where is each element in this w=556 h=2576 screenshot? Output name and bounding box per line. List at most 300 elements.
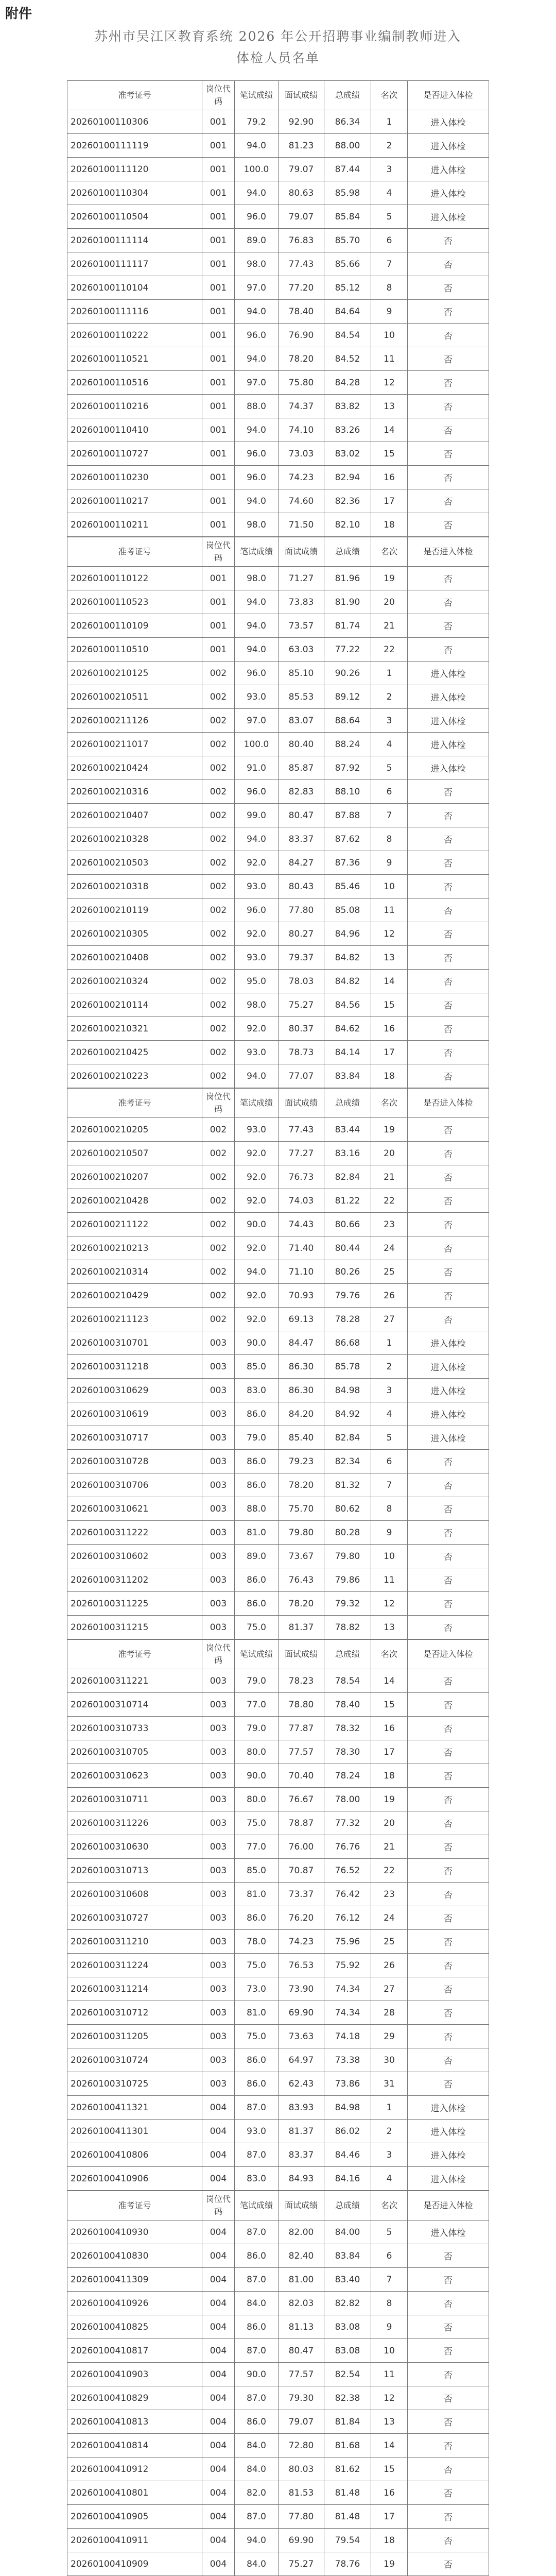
table-cell: 73.37: [279, 1883, 324, 1906]
table-cell: 90.0: [235, 2363, 279, 2386]
column-header: 面试成绩: [279, 2191, 324, 2221]
table-row: [67, 1017, 489, 1041]
table-cell: 否: [408, 2048, 489, 2072]
table-row: [67, 2096, 489, 2120]
table-cell: 否: [408, 1118, 489, 1142]
table-row: [67, 489, 489, 513]
table-cell: 20260100110727: [67, 442, 202, 466]
table-cell: 71.10: [279, 1260, 324, 1284]
table-cell: 20260100410909: [67, 2552, 202, 2576]
table-cell: 96.0: [235, 662, 279, 685]
table-cell: 77.22: [324, 638, 371, 662]
table-cell: 进入体检: [408, 733, 489, 756]
table-cell: 进入体检: [408, 662, 489, 685]
table-row: [67, 1284, 489, 1308]
table-cell: 84.62: [324, 1017, 371, 1041]
table-row: [67, 1497, 489, 1521]
table-row: [67, 1764, 489, 1788]
table-cell: 否: [408, 1308, 489, 1331]
table-row: [67, 1450, 489, 1473]
table-row: [67, 970, 489, 993]
column-header: 面试成绩: [279, 1640, 324, 1669]
column-header: 面试成绩: [279, 81, 324, 110]
table-cell: 20260100411309: [67, 2268, 202, 2292]
table-cell: 96.0: [235, 442, 279, 466]
table-row: [67, 324, 489, 347]
table-cell: 88.00: [324, 134, 371, 158]
table-cell: 002: [202, 662, 235, 685]
table-row: [67, 395, 489, 418]
table-cell: 8: [371, 276, 408, 300]
table-cell: 20260100210305: [67, 922, 202, 946]
table-cell: 10: [371, 2339, 408, 2363]
table-cell: 18: [371, 1764, 408, 1788]
table-cell: 88.0: [235, 1497, 279, 1521]
table-cell: 20260100311226: [67, 1811, 202, 1835]
column-header: 是否进入体检: [408, 1640, 489, 1669]
table-cell: 97.0: [235, 709, 279, 733]
table-cell: 75.70: [279, 1497, 324, 1521]
table-cell: 81.32: [324, 1473, 371, 1497]
table-cell: 77.43: [279, 1118, 324, 1142]
table-row: [67, 1859, 489, 1883]
table-cell: 5: [371, 1426, 408, 1450]
table-row: [67, 2458, 489, 2481]
table-row: [67, 2481, 489, 2505]
document-subtitle: 体检人员名单: [236, 50, 320, 65]
table-cell: 92.0: [235, 1189, 279, 1213]
table-cell: 86.0: [235, 1592, 279, 1616]
table-cell: 81.37: [279, 2120, 324, 2143]
table-cell: 87.0: [235, 2339, 279, 2363]
table-cell: 82.38: [324, 2386, 371, 2410]
table-row: [67, 2552, 489, 2576]
table-cell: 17: [371, 1740, 408, 1764]
table-cell: 002: [202, 1213, 235, 1236]
table-cell: 81.53: [279, 2481, 324, 2505]
table-cell: 20260100310619: [67, 1402, 202, 1426]
table-row: [67, 1236, 489, 1260]
table-cell: 80.47: [279, 2339, 324, 2363]
table-cell: 79.07: [279, 2410, 324, 2434]
table-cell: 否: [408, 1189, 489, 1213]
results-table: [67, 80, 489, 537]
table-cell: 20260100110216: [67, 395, 202, 418]
table-cell: 20260100311218: [67, 1355, 202, 1379]
table-cell: 进入体检: [408, 2096, 489, 2120]
table-cell: 004: [202, 2292, 235, 2315]
table-cell: 001: [202, 158, 235, 181]
table-cell: 001: [202, 395, 235, 418]
table-row: [67, 2315, 489, 2339]
table-cell: 84.28: [324, 371, 371, 395]
table-cell: 002: [202, 1260, 235, 1284]
table-cell: 20260100210316: [67, 780, 202, 804]
table-cell: 84.16: [324, 2167, 371, 2191]
table-cell: 3: [371, 158, 408, 181]
table-cell: 70.93: [279, 1284, 324, 1308]
table-cell: 89.0: [235, 1545, 279, 1568]
table-cell: 84.0: [235, 2434, 279, 2458]
table-cell: 87.0: [235, 2096, 279, 2120]
table-cell: 84.98: [324, 1379, 371, 1402]
table-cell: 80.28: [324, 1521, 371, 1545]
table-cell: 进入体检: [408, 1402, 489, 1426]
table-cell: 31: [371, 2072, 408, 2096]
table-cell: 14: [371, 2434, 408, 2458]
table-cell: 62.43: [279, 2072, 324, 2096]
table-cell: 94.0: [235, 614, 279, 638]
table-cell: 16: [371, 466, 408, 489]
table-cell: 100.0: [235, 158, 279, 181]
table-cell: 4: [371, 1402, 408, 1426]
table-cell: 75.0: [235, 1616, 279, 1639]
table-cell: 81.0: [235, 2001, 279, 2025]
table-cell: 21: [371, 1165, 408, 1189]
table-cell: 87.92: [324, 756, 371, 780]
table-row: [67, 2025, 489, 2048]
table-cell: 否: [408, 1669, 489, 1693]
table-cell: 82.82: [324, 2292, 371, 2315]
column-header: 是否进入体检: [408, 1089, 489, 1118]
table-cell: 20260100310713: [67, 1859, 202, 1883]
table-cell: 83.0: [235, 1379, 279, 1402]
table-cell: 87.0: [235, 2386, 279, 2410]
table-cell: 20260100310717: [67, 1426, 202, 1450]
table-row: [67, 590, 489, 614]
table-cell: 94.0: [235, 1064, 279, 1088]
table-cell: 76.12: [324, 1906, 371, 1930]
table-cell: 73.0: [235, 1977, 279, 2001]
table-cell: 否: [408, 1284, 489, 1308]
table-cell: 14: [371, 970, 408, 993]
table-cell: 23: [371, 1213, 408, 1236]
table-cell: 进入体检: [408, 158, 489, 181]
table-row: [67, 1835, 489, 1859]
table-cell: 79.0: [235, 1426, 279, 1450]
table-cell: 003: [202, 1669, 235, 1693]
table-cell: 15: [371, 2458, 408, 2481]
table-cell: 77.32: [324, 1811, 371, 1835]
table-cell: 76.83: [279, 229, 324, 252]
table-cell: 否: [408, 1568, 489, 1592]
column-header: 总成绩: [324, 2191, 371, 2221]
table-cell: 78.54: [324, 1669, 371, 1693]
table-cell: 88.10: [324, 780, 371, 804]
table-cell: 81.22: [324, 1189, 371, 1213]
table-cell: 82.10: [324, 513, 371, 537]
table-cell: 85.70: [324, 229, 371, 252]
table-cell: 94.0: [235, 347, 279, 371]
table-cell: 002: [202, 804, 235, 827]
table-row: [67, 804, 489, 827]
table-cell: 90.0: [235, 1331, 279, 1355]
table-cell: 20260100410906: [67, 2167, 202, 2191]
table-cell: 6: [371, 229, 408, 252]
table-cell: 20260100410903: [67, 2363, 202, 2386]
table-cell: 64.97: [279, 2048, 324, 2072]
table-cell: 18: [371, 1064, 408, 1088]
results-table: [67, 1639, 489, 2191]
table-cell: 20260100210429: [67, 1284, 202, 1308]
table-row: [67, 614, 489, 638]
table-cell: 002: [202, 851, 235, 875]
table-cell: 74.03: [279, 1189, 324, 1213]
table-row: [67, 733, 489, 756]
table-cell: 否: [408, 922, 489, 946]
table-cell: 94.0: [235, 1260, 279, 1284]
table-cell: 否: [408, 2244, 489, 2268]
table-cell: 004: [202, 2221, 235, 2244]
table-cell: 77.43: [279, 252, 324, 276]
table-row: [67, 922, 489, 946]
table-row: [67, 1568, 489, 1592]
table-cell: 10: [371, 324, 408, 347]
table-cell: 85.0: [235, 1859, 279, 1883]
table-row: [67, 1118, 489, 1142]
table-header-row: [67, 1089, 489, 1118]
table-cell: 002: [202, 970, 235, 993]
table-cell: 80.37: [279, 1017, 324, 1041]
table-cell: 92.0: [235, 1017, 279, 1041]
table-row: [67, 1906, 489, 1930]
table-cell: 71.27: [279, 567, 324, 590]
table-cell: 20260100310629: [67, 1379, 202, 1402]
table-cell: 20260100110504: [67, 205, 202, 229]
table-cell: 002: [202, 875, 235, 899]
table-cell: 81.0: [235, 1521, 279, 1545]
table-cell: 20260100111117: [67, 252, 202, 276]
table-cell: 79.30: [279, 2386, 324, 2410]
table-row: [67, 252, 489, 276]
table-cell: 82.36: [324, 489, 371, 513]
table-cell: 003: [202, 1977, 235, 2001]
table-cell: 96.0: [235, 466, 279, 489]
table-cell: 002: [202, 1165, 235, 1189]
table-cell: 75.27: [279, 993, 324, 1017]
table-cell: 84.92: [324, 1402, 371, 1426]
table-cell: 5: [371, 2221, 408, 2244]
table-cell: 14: [371, 1669, 408, 1693]
table-cell: 3: [371, 709, 408, 733]
column-header: 是否进入体检: [408, 81, 489, 110]
table-cell: 92.0: [235, 922, 279, 946]
table-cell: 82.84: [324, 1165, 371, 1189]
table-cell: 20260100310712: [67, 2001, 202, 2025]
table-cell: 78.23: [279, 1669, 324, 1693]
table-cell: 否: [408, 1165, 489, 1189]
column-header: 岗位代码: [202, 2191, 235, 2221]
table-cell: 004: [202, 2120, 235, 2143]
table-row: [67, 2505, 489, 2529]
table-row: [67, 2167, 489, 2191]
table-cell: 85.66: [324, 252, 371, 276]
table-cell: 003: [202, 1355, 235, 1379]
table-row: [67, 158, 489, 181]
table-cell: 001: [202, 205, 235, 229]
table-cell: 否: [408, 1064, 489, 1088]
table-row: [67, 2339, 489, 2363]
table-cell: 进入体检: [408, 181, 489, 205]
table-cell: 83.93: [279, 2096, 324, 2120]
table-cell: 20260100210503: [67, 851, 202, 875]
table-cell: 否: [408, 1977, 489, 2001]
table-cell: 82.00: [279, 2221, 324, 2244]
table-cell: 004: [202, 2552, 235, 2576]
table-cell: 80.66: [324, 1213, 371, 1236]
table-cell: 12: [371, 371, 408, 395]
table-cell: 72.80: [279, 2434, 324, 2458]
table-cell: 20260100410912: [67, 2458, 202, 2481]
table-cell: 85.40: [279, 1426, 324, 1450]
table-row: [67, 2001, 489, 2025]
table-cell: 82.83: [279, 780, 324, 804]
table-cell: 5: [371, 756, 408, 780]
table-row: [67, 276, 489, 300]
table-cell: 20260100311205: [67, 2025, 202, 2048]
table-cell: 81.68: [324, 2434, 371, 2458]
table-cell: 81.96: [324, 567, 371, 590]
table-cell: 84.98: [324, 2096, 371, 2120]
table-cell: 1: [371, 662, 408, 685]
table-cell: 否: [408, 827, 489, 851]
table-cell: 否: [408, 276, 489, 300]
table-cell: 94.0: [235, 638, 279, 662]
table-row: [67, 1788, 489, 1811]
table-cell: 84.82: [324, 946, 371, 970]
table-cell: 否: [408, 1883, 489, 1906]
table-cell: 76.90: [279, 324, 324, 347]
table-cell: 27: [371, 1308, 408, 1331]
table-row: [67, 1402, 489, 1426]
column-header: 名次: [371, 537, 408, 567]
table-cell: 20260100410825: [67, 2315, 202, 2339]
table-cell: 19: [371, 2552, 408, 2576]
table-cell: 81.74: [324, 614, 371, 638]
table-row: [67, 875, 489, 899]
table-cell: 15: [371, 1693, 408, 1717]
table-cell: 否: [408, 1142, 489, 1165]
table-cell: 否: [408, 567, 489, 590]
table-cell: 77.20: [279, 276, 324, 300]
table-cell: 84.93: [279, 2167, 324, 2191]
table-cell: 20260100310714: [67, 1693, 202, 1717]
table-cell: 74.23: [279, 1930, 324, 1954]
table-cell: 94.0: [235, 2529, 279, 2552]
table-cell: 25: [371, 1260, 408, 1284]
table-cell: 83.08: [324, 2315, 371, 2339]
table-cell: 7: [371, 1473, 408, 1497]
table-row: [67, 2244, 489, 2268]
table-cell: 14: [371, 418, 408, 442]
table-cell: 81.84: [324, 2410, 371, 2434]
table-cell: 21: [371, 1835, 408, 1859]
table-cell: 75.0: [235, 1811, 279, 1835]
table-cell: 20260100210318: [67, 875, 202, 899]
table-cell: 20260100310705: [67, 1740, 202, 1764]
table-cell: 92.0: [235, 1284, 279, 1308]
table-cell: 92.0: [235, 1165, 279, 1189]
table-cell: 002: [202, 1118, 235, 1142]
table-cell: 83.0: [235, 2167, 279, 2191]
table-cell: 20260100210424: [67, 756, 202, 780]
table-cell: 80.26: [324, 1260, 371, 1284]
table-cell: 20260100211123: [67, 1308, 202, 1331]
table-cell: 84.00: [324, 2221, 371, 2244]
table-cell: 20: [371, 1142, 408, 1165]
results-tables: [0, 80, 556, 2576]
table-cell: 79.23: [279, 1450, 324, 1473]
table-row: [67, 709, 489, 733]
table-cell: 否: [408, 1693, 489, 1717]
table-cell: 否: [408, 2363, 489, 2386]
table-cell: 20260100210205: [67, 1118, 202, 1142]
table-cell: 001: [202, 442, 235, 466]
table-cell: 否: [408, 2001, 489, 2025]
table-cell: 79.37: [279, 946, 324, 970]
table-cell: 20260100311221: [67, 1669, 202, 1693]
table-cell: 否: [408, 489, 489, 513]
results-table: [67, 2191, 489, 2576]
table-cell: 79.80: [279, 1521, 324, 1545]
table-cell: 81.13: [279, 2315, 324, 2339]
table-cell: 94.0: [235, 827, 279, 851]
table-cell: 否: [408, 1236, 489, 1260]
table-cell: 20260100210428: [67, 1189, 202, 1213]
table-cell: 85.08: [324, 899, 371, 922]
table-cell: 83.44: [324, 1118, 371, 1142]
table-cell: 77.07: [279, 1064, 324, 1088]
table-cell: 71.40: [279, 1236, 324, 1260]
table-header-row: [67, 1640, 489, 1669]
table-cell: 20260100210207: [67, 1165, 202, 1189]
table-cell: 20260100310630: [67, 1835, 202, 1859]
table-cell: 003: [202, 1402, 235, 1426]
column-header: 笔试成绩: [235, 1089, 279, 1118]
table-cell: 001: [202, 300, 235, 324]
table-cell: 79.54: [324, 2529, 371, 2552]
table-cell: 001: [202, 638, 235, 662]
table-cell: 79.2: [235, 110, 279, 134]
table-cell: 2: [371, 134, 408, 158]
table-cell: 004: [202, 2315, 235, 2339]
table-cell: 20260100110104: [67, 276, 202, 300]
table-cell: 79.86: [324, 1568, 371, 1592]
table-header-row: [67, 537, 489, 567]
table-row: [67, 827, 489, 851]
table-cell: 003: [202, 1954, 235, 1977]
table-cell: 27: [371, 1977, 408, 2001]
table-cell: 77.80: [279, 899, 324, 922]
table-cell: 19: [371, 567, 408, 590]
table-cell: 76.73: [279, 1165, 324, 1189]
table-cell: 11: [371, 899, 408, 922]
table-cell: 9: [371, 851, 408, 875]
table-cell: 否: [408, 1788, 489, 1811]
table-cell: 003: [202, 1379, 235, 1402]
table-cell: 否: [408, 875, 489, 899]
table-cell: 9: [371, 300, 408, 324]
table-cell: 001: [202, 371, 235, 395]
table-cell: 81.90: [324, 590, 371, 614]
table-cell: 004: [202, 2268, 235, 2292]
table-cell: 28: [371, 2001, 408, 2025]
table-cell: 20260100310728: [67, 1450, 202, 1473]
table-cell: 87.0: [235, 2505, 279, 2529]
table-cell: 22: [371, 638, 408, 662]
column-header: 准考证号: [67, 1089, 202, 1118]
table-cell: 87.0: [235, 2268, 279, 2292]
